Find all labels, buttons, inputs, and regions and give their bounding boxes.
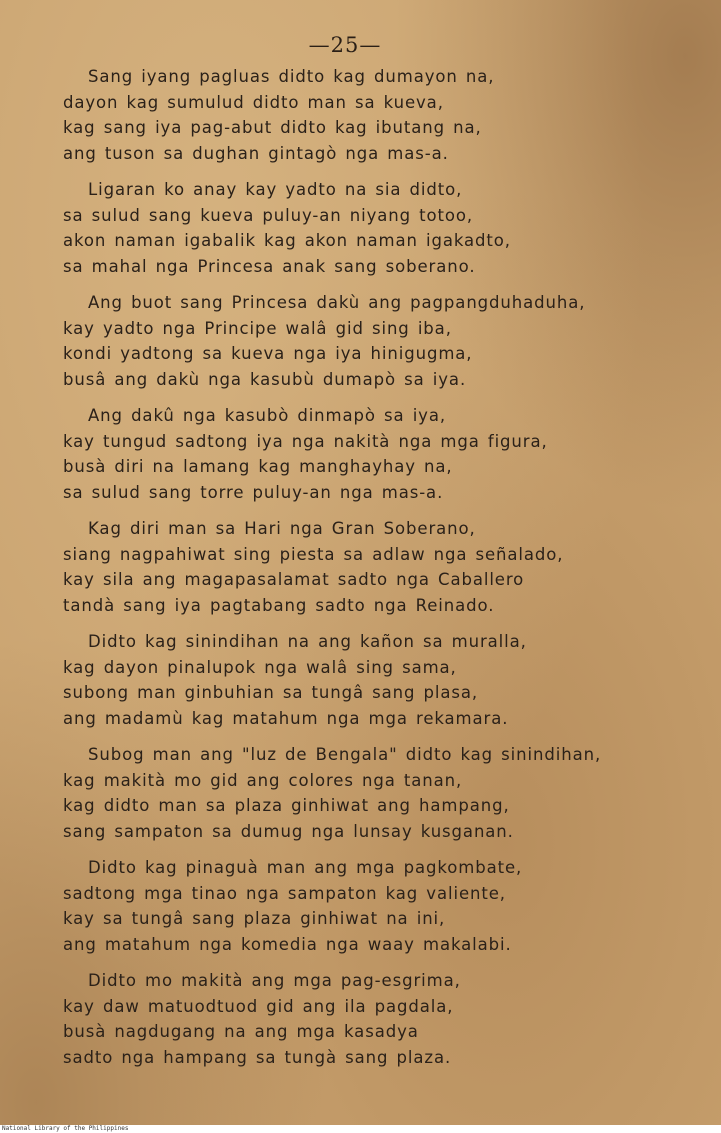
verse-line: busâ ang dakù nga kasubù dumapò sa iya. — [63, 369, 467, 389]
verse-line: kag dayon pinalupok nga walâ sing sama, — [63, 657, 457, 677]
verse-line: sadto nga hampang sa tungà sang plaza. — [63, 1047, 452, 1067]
stanza-3 — [63, 290, 663, 392]
verse-line: kay sila ang magapasalamat sadto nga Caballero — [63, 570, 525, 589]
verse-line: sadtong mga tinao nga sampaton kag valiente, — [63, 883, 506, 903]
stanza-9 — [63, 968, 663, 1070]
verse-line: kay daw matuodtuod gid ang ila pagdala, — [63, 996, 454, 1016]
verse-line: busà diri na lamang kag manghayhay na, — [63, 457, 453, 476]
verse-line: ang tuson sa dughan gintagò nga mas-a. — [63, 143, 449, 163]
verse-line: kay yadto nga Principe walâ gid sing iba, — [63, 318, 452, 338]
verse-line: sa sulud sang torre puluy-an nga mas-a. — [63, 482, 444, 502]
verse-line: sa mahal nga Princesa anak sang soberano. — [63, 256, 476, 276]
verse-line: ang madamù kag matahum nga mga rekamara. — [63, 708, 509, 728]
verse-line: Kag diri man sa Hari nga Gran Soberano, — [88, 519, 476, 538]
verse-line: siang nagpahiwat sing piesta sa adlaw nga señalado, — [63, 544, 564, 564]
verse-line: Didto kag pinaguà man ang mga pagkombate, — [88, 858, 523, 877]
footer-bar — [0, 1125, 721, 1133]
stanza-5 — [63, 516, 663, 618]
verse-line: ang matahum nga komedia nga waay makalabi. — [63, 934, 512, 954]
verse-line: subong man ginbuhian sa tungâ sang plasa, — [63, 683, 479, 702]
footer-credit: National Library of the Philippines — [2, 1125, 129, 1132]
verse-line: busà nagdugang na ang mga kasadya — [63, 1022, 419, 1041]
verse-line: kondi yadtong sa kueva nga iya hinigugma, — [63, 344, 473, 363]
verse-line: sang sampaton sa dumug nga lunsay kusganan. — [63, 821, 514, 841]
verse-line: kag didto man sa plaza ginhiwat ang hampang, — [63, 796, 510, 815]
stanza-2 — [63, 177, 663, 279]
verse-line: Sang iyang pagluas didto kag dumayon na, — [88, 67, 495, 86]
stanza-1 — [63, 64, 663, 166]
verse-line: Ang buot sang Princesa dakù ang pagpangduhaduha, — [88, 293, 586, 312]
verse-line: kag makità mo gid ang colores nga tanan, — [63, 770, 463, 790]
stanza-8 — [63, 855, 663, 957]
verse-line: akon naman igabalik kag akon naman igakadto, — [63, 231, 511, 250]
verse-line: sa sulud sang kueva puluy-an niyang totoo, — [63, 205, 474, 225]
verse-line: Didto mo makità ang mga pag-esgrima, — [88, 971, 461, 990]
verse-line: kay sa tungâ sang plaza ginhiwat na ini, — [63, 909, 446, 928]
verse-line: kag sang iya pag-abut didto kag ibutang na, — [63, 118, 482, 137]
verse-line: Ligaran ko anay kay yadto na sia didto, — [88, 180, 463, 199]
verse-line: kay tungud sadtong iya nga nakità nga mga figura, — [63, 431, 548, 451]
poem-text — [63, 64, 663, 1081]
verse-line: Didto kag sinindihan na ang kañon sa muralla, — [88, 632, 527, 651]
stanza-7 — [63, 742, 663, 844]
verse-line: Subog man ang "luz de Bengala" didto kag sinindihan, — [88, 745, 602, 764]
stanza-6 — [63, 629, 663, 731]
stanza-4 — [63, 403, 663, 505]
verse-line: tandà sang iya pagtabang sadto nga Reinado. — [63, 595, 495, 615]
verse-line: dayon kag sumulud didto man sa kueva, — [63, 92, 444, 112]
page-number: —25— — [308, 33, 382, 57]
verse-line: Ang dakû nga kasubò dinmapò sa iya, — [88, 406, 446, 425]
